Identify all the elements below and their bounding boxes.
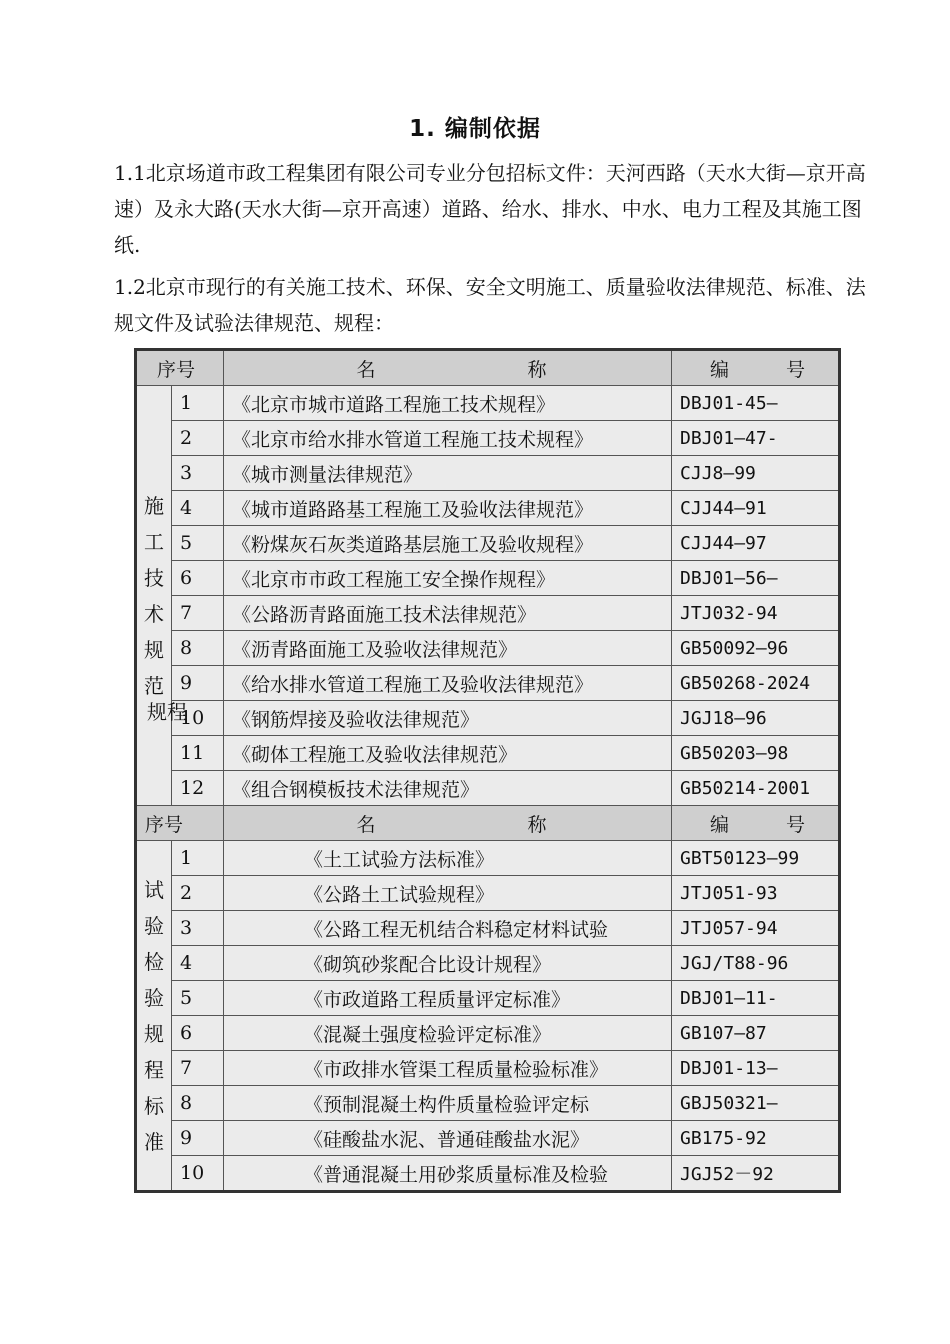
table-row xyxy=(136,946,840,981)
row-number: 7 xyxy=(172,1051,224,1086)
standard-code: GB50092—96 xyxy=(672,631,840,666)
header-code: 编 号 xyxy=(672,806,840,841)
standard-name: 《城市测量法律规范》 xyxy=(224,456,672,491)
standard-code: CJJ44—91 xyxy=(672,491,840,526)
paragraph-1-1: 1.1北京场道市政工程集团有限公司专业分包招标文件：天河西路（天水大街—京开高速）及永大路(天水大街—京开高速）道路、给水、排水、中水、电力工程及其施工图纸. xyxy=(114,161,866,257)
category-char: 规 xyxy=(144,637,164,662)
table-row xyxy=(136,1051,840,1086)
table-header-row xyxy=(136,350,840,386)
row-number: 12 xyxy=(172,771,224,806)
standard-code: DBJ01—11- xyxy=(672,981,840,1016)
row-number: 9 xyxy=(172,1121,224,1156)
header-name: 名 称 xyxy=(224,806,672,841)
category-char: 施 xyxy=(144,493,164,518)
row-number: 5 xyxy=(172,526,224,561)
standard-code: JGJ/T88-96 xyxy=(672,946,840,981)
table-row xyxy=(136,981,840,1016)
standard-name: 《混凝土强度检验评定标准》 xyxy=(224,1016,672,1051)
standard-name: 《公路沥青路面施工技术法律规范》 xyxy=(224,596,672,631)
table-row xyxy=(136,631,840,666)
standard-code: GB107—87 xyxy=(672,1016,840,1051)
standard-name: 《土工试验方法标准》 xyxy=(224,841,672,876)
standard-code: GBJ50321— xyxy=(672,1086,840,1121)
standard-name: 《砌筑砂浆配合比设计规程》 xyxy=(224,946,672,981)
row-number: 8 xyxy=(172,631,224,666)
category-char: 技 xyxy=(144,565,164,590)
table-row xyxy=(136,526,840,561)
table-row xyxy=(136,421,840,456)
table-row xyxy=(136,386,840,421)
table-row xyxy=(136,876,840,911)
standard-name: 《沥青路面施工及验收法律规范》 xyxy=(224,631,672,666)
standard-name: 《城市道路路基工程施工及验收法律规范》 xyxy=(224,491,672,526)
standard-name: 《粉煤灰石灰类道路基层施工及验收规程》 xyxy=(224,526,672,561)
header-code: 编 号 xyxy=(672,350,840,386)
category-char: 术 xyxy=(144,601,164,626)
standard-name: 《普通混凝土用砂浆质量标准及检验 xyxy=(224,1156,672,1192)
standard-name: 《预制混凝土构件质量检验评定标 xyxy=(224,1086,672,1121)
category-char: 程 xyxy=(144,1057,164,1082)
table-header-row xyxy=(136,806,840,841)
table-row xyxy=(136,1016,840,1051)
header-seq: 序号 xyxy=(136,806,224,841)
standard-code: JGJ52－92 xyxy=(672,1156,840,1192)
row-number: 3 xyxy=(172,456,224,491)
standard-name: 《组合钢模板技术法律规范》 xyxy=(224,771,672,806)
standard-code: JTJ051-93 xyxy=(672,876,840,911)
standard-code: JTJ032-94 xyxy=(672,596,840,631)
table-row xyxy=(136,666,840,701)
standard-code: DBJ01-13— xyxy=(672,1051,840,1086)
standard-name: 《钢筋焊接及验收法律规范》 xyxy=(224,701,672,736)
category-char: 规 xyxy=(144,1021,164,1046)
standard-name: 《公路土工试验规程》 xyxy=(224,876,672,911)
table-row xyxy=(136,701,840,736)
category-char: 验 xyxy=(144,985,164,1010)
row-number: 2 xyxy=(172,876,224,911)
standard-name: 《北京市市政工程施工安全操作规程》 xyxy=(224,561,672,596)
row-number: 8 xyxy=(172,1086,224,1121)
table-row xyxy=(136,841,840,876)
row-number: 3 xyxy=(172,911,224,946)
table-row xyxy=(136,1121,840,1156)
standard-name: 《给水排水管道工程施工及验收法律规范》 xyxy=(224,666,672,701)
row-number: 6 xyxy=(172,561,224,596)
standard-name: 《北京市城市道路工程施工技术规程》 xyxy=(224,386,672,421)
row-number: 1 xyxy=(172,386,224,421)
table-row xyxy=(136,456,840,491)
table-row xyxy=(136,736,840,771)
row-number: 10 xyxy=(172,701,224,736)
standard-code: DBJ01—47- xyxy=(672,421,840,456)
standard-name: 《市政道路工程质量评定标准》 xyxy=(224,981,672,1016)
standard-code: DBJ01-45— xyxy=(672,386,840,421)
category-char: 检 xyxy=(144,949,164,974)
standard-code: GB50203—98 xyxy=(672,736,840,771)
table-row xyxy=(136,1156,840,1192)
table-row xyxy=(136,1086,840,1121)
table-row xyxy=(136,491,840,526)
table-row xyxy=(136,911,840,946)
row-number: 11 xyxy=(172,736,224,771)
standard-code: CJJ8—99 xyxy=(672,456,840,491)
standard-name: 《市政排水管渠工程质量检验标准》 xyxy=(224,1051,672,1086)
paragraph-1-2: 1.2北京市现行的有关施工技术、环保、安全文明施工、质量验收法律规范、标准、法规文件及试验法律规范、规程： xyxy=(114,275,866,335)
category-char: 准 xyxy=(144,1129,164,1154)
header-name: 名 称 xyxy=(224,350,672,386)
row-number: 9 xyxy=(172,666,224,701)
standard-name: 《北京市给水排水管道工程施工技术规程》 xyxy=(224,421,672,456)
row-number: 1 xyxy=(172,841,224,876)
row-number: 2 xyxy=(172,421,224,456)
standard-code: JGJ18—96 xyxy=(672,701,840,736)
row-number: 4 xyxy=(172,946,224,981)
standard-name: 《砌体工程施工及验收法律规范》 xyxy=(224,736,672,771)
row-number: 6 xyxy=(172,1016,224,1051)
table-row xyxy=(136,596,840,631)
standard-code: GBT50123—99 xyxy=(672,841,840,876)
row-number: 5 xyxy=(172,981,224,1016)
category-char: 试 xyxy=(144,877,164,902)
standards-table xyxy=(134,348,841,1193)
category-label xyxy=(136,841,172,1192)
standard-code: GB50268-2024 xyxy=(672,666,840,701)
category-char: 标 xyxy=(144,1093,164,1118)
section-heading: 1. 编制依据 xyxy=(409,116,541,142)
standard-name: 《公路工程无机结合料稳定材料试验 xyxy=(224,911,672,946)
table-row xyxy=(136,561,840,596)
row-number: 7 xyxy=(172,596,224,631)
table-row xyxy=(136,771,840,806)
standard-code: CJJ44—97 xyxy=(672,526,840,561)
header-seq: 序号 xyxy=(136,350,224,386)
standard-code: JTJ057-94 xyxy=(672,911,840,946)
standard-code: DBJ01—56— xyxy=(672,561,840,596)
standard-name: 《硅酸盐水泥、普通硅酸盐水泥》 xyxy=(224,1121,672,1156)
category-char: 范 xyxy=(144,673,164,698)
standard-code: GB50214-2001 xyxy=(672,771,840,806)
category-char: 工 xyxy=(144,529,164,554)
standard-code: GB175-92 xyxy=(672,1121,840,1156)
row-number: 4 xyxy=(172,491,224,526)
category-extra-text: 规程 xyxy=(147,700,187,724)
category-char: 验 xyxy=(144,913,164,938)
row-number: 10 xyxy=(172,1156,224,1192)
category-label xyxy=(136,386,187,806)
